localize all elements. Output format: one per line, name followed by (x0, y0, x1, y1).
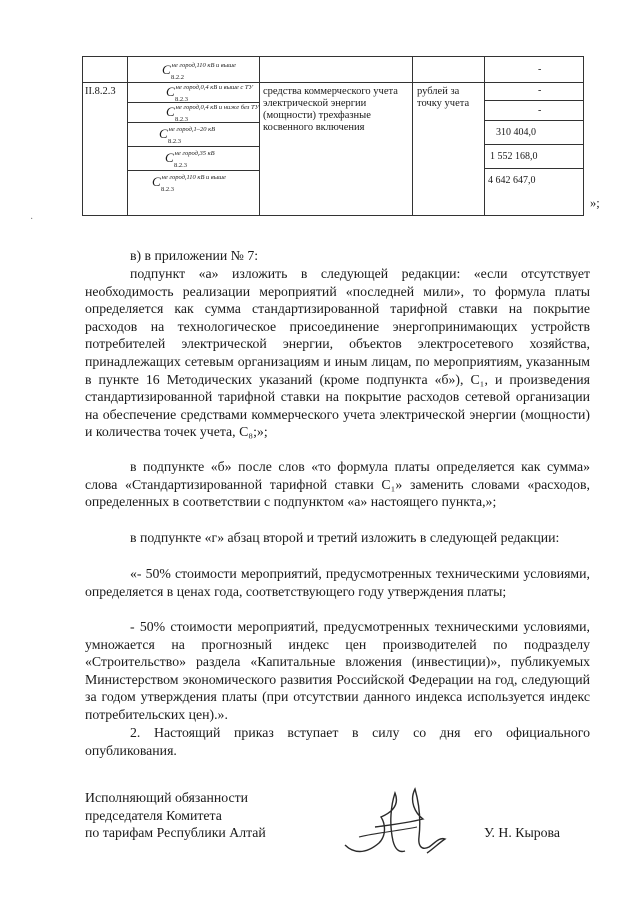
table-rule (484, 120, 584, 121)
table-rule (127, 102, 259, 103)
paragraph-cost-50-1: «- 50% стоимости мероприятий, предусмотренных техническими условиями, определяется в ценах года, соответствующего году утверждения платы; (85, 566, 590, 599)
table-value: 310 404,0 (496, 127, 536, 138)
table-rule (583, 56, 584, 216)
table-value: - (538, 105, 542, 116)
table-value: 1 552 168,0 (490, 151, 538, 162)
table-row-id: II.8.2.3 (85, 86, 116, 97)
paragraph-subitem-b: в подпункте «б» после слов «то формула платы определяется как сумма» слова «Стандартизированной тарифной ставки C₁» заменить словами «расходов, определенных в соответствии с подпунктом «а» настоящего пункта,»; (85, 459, 590, 510)
paragraph-subitem-a: подпункт «а» изложить в следующей редакции: «если отсутствует необходимость реализации мероприятий «последней мили», то формула платы определяется как сумма стандартизированной тарифной ставки на покрытие расходов на технологическое присоединение энергопринимающих устройств потребителей электрической энергии, объектов электросетевого хозяйства, принадлежащих сетевым организациям и иным лицам, по мероприятиям, указанным в пункте 16 Методических указаний (кроме подпункта «б»), C₁, и произведения стандартизированной тарифной ставки на покрытие расходов сетевой организации на обеспечение средствами коммерческого учета электрической энергии (мощности) и количества точек учета, C₈;»; (85, 266, 590, 440)
handwritten-signature (335, 783, 460, 863)
margin-mark: · (30, 214, 34, 225)
paragraph-cost-50-2: - 50% стоимости мероприятий, предусмотренных техническими условиями, умножается на прогнозный индекс цен производителей по подразделу «Строительство» раздела «Капитальные вложения (инвестиции)», публикуемых Министерством экономического развития Российской Федерации на год, следующий за годом утверждения платы (при отсутствии данного индекса используется индекс потребительских цен).». (85, 619, 590, 722)
table-rule (127, 146, 259, 147)
table-row-unit: рублей за точку учета (417, 86, 470, 109)
rate-formula: $C^{не город,0,4 кВ и ниже без ТУ}$ 8.2.3 (166, 104, 259, 123)
paragraph-subitem-g: в подпункте «г» абзац второй и третий изложить в следующей редакции: (130, 530, 560, 545)
paragraph-effective: 2. Настоящий приказ вступает в силу со дня его официального опубликования. (85, 725, 590, 758)
table-rule (127, 170, 259, 171)
table-rule (259, 56, 260, 216)
table-rule (82, 82, 584, 83)
rate-formula: $C^{не город,110 кВ и выше}$ 8.2.2 (162, 62, 236, 81)
table-row-description: средства коммерческого учета электрической энергии (мощности) трехфазные косвенного включения (263, 86, 398, 133)
table-value: 4 642 647,0 (488, 175, 536, 186)
table-value: - (538, 85, 542, 96)
table-rule (82, 215, 584, 216)
paragraph-appendix-7: в) в приложении № 7: (130, 248, 259, 263)
table-rule (412, 56, 413, 216)
table-rule (127, 56, 128, 216)
table-rule (484, 56, 485, 216)
table-rule (82, 56, 83, 216)
signatory-position (85, 789, 266, 842)
signatory-name: У. Н. Кырова (484, 825, 561, 840)
table-rule (484, 168, 584, 169)
table-value: - (538, 64, 542, 75)
table-rule (484, 100, 584, 101)
table-closing-quote: »; (590, 196, 600, 210)
table-rule (484, 144, 584, 145)
signatory-position-line: по тарифам Республики Алтай (85, 825, 266, 841)
signatory-position-line: председателя Комитета (85, 807, 222, 823)
rate-formula: $C^{не город,1-20 кВ}$ 8.2.3 (159, 126, 216, 145)
rate-formula: $C^{не город,110 кВ и выше}$ 8.2.3 (152, 174, 226, 193)
signatory-position-line: Исполняющий обязанности (85, 790, 248, 805)
table-rule (82, 56, 584, 57)
tariff-table-fragment (82, 56, 584, 216)
table-rule (127, 122, 259, 123)
rate-formula: $C^{не город,35 кВ}$ 8.2.3 (165, 150, 215, 169)
rate-formula: $C^{не город,0,4 кВ и выше с ТУ}$ 8.2.3 (166, 84, 253, 103)
